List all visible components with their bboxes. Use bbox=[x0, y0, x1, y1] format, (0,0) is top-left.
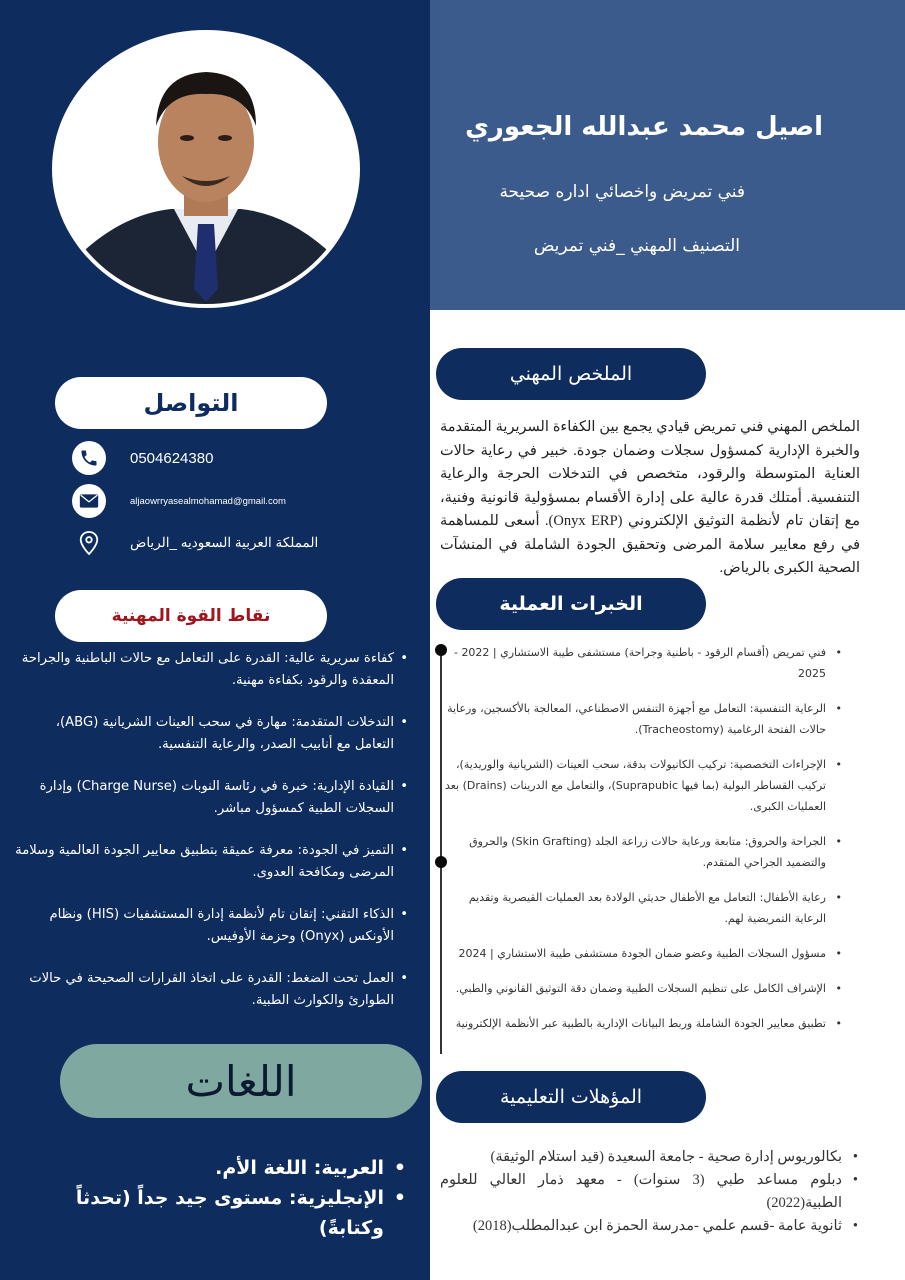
languages-title: اللغات bbox=[185, 1056, 297, 1106]
location-pin-icon bbox=[72, 526, 106, 560]
list-item: • الذكاء التقني: إتقان تام لأنظمة إدارة المستشفيات (HIS) ونظام الأونكس (Onyx) وحزمة الأوفيس. bbox=[14, 904, 408, 948]
strengths-list bbox=[14, 648, 408, 1032]
experience-title: الخبرات العملية bbox=[499, 593, 643, 615]
list-item: • الرعاية التنفسية: التعامل مع أجهزة التنفس الاصطناعي، المعالجة بالأكسجين، ورعاية حالات الفتحة الرغامية (Tracheostomy). bbox=[442, 698, 844, 740]
education-title: المؤهلات التعليمية bbox=[499, 1086, 643, 1108]
contact-location-row bbox=[72, 526, 318, 560]
candidate-name: اصيل محمد عبدالله الجعوري bbox=[465, 112, 823, 142]
education-title-pill bbox=[436, 1071, 706, 1123]
list-item: • التميز في الجودة: معرفة عميقة بتطبيق معايير الجودة العالمية وسلامة المرضى ومكافحة العدوى. bbox=[14, 840, 408, 884]
location-text: المملكة العربية السعوديه _الرياض bbox=[130, 535, 319, 550]
list-item: • الإشراف الكامل على تنظيم السجلات الطبية وضمان دقة التوثيق القانوني والطبي. bbox=[442, 978, 844, 999]
languages-title-pill bbox=[60, 1044, 422, 1118]
profile-photo bbox=[52, 30, 360, 308]
header-band bbox=[430, 0, 905, 310]
list-item: • دبلوم مساعد طبي (3 سنوات) - معهد ذمار العالي للعلوم الطبية(2022) bbox=[440, 1169, 858, 1215]
phone-number[interactable]: 0504624380 bbox=[130, 449, 214, 467]
contact-title: التواصل bbox=[143, 389, 239, 417]
strengths-title: نقاط القوة المهنية bbox=[111, 606, 271, 626]
professional-classification: التصنيف المهني _فني تمريض bbox=[533, 236, 740, 256]
list-item: • التدخلات المتقدمة: مهارة في سحب العينات الشريانية (ABG)، التعامل مع أنابيب الصدر، والرعاية التنفسية. bbox=[14, 712, 408, 756]
summary-text: الملخص المهني فني تمريض قيادي يجمع بين الكفاءة السريرية المتقدمة والخبرة الإدارية كمسؤول سجلات وضمان جودة. خبير في رعاية حالات العناية المتوسطة والرقود، متخصص في التدخلات الحرجة والرعاية التنفسية. أمتلك قدرة عالية على إدارة الأقسام بمسؤولية قانونية وفنية، مع إتقان تام لأنظمة التوثيق الإلكتروني (Onyx ERP). أسعى للمساهمة في رفع معايير سلامة المرضى وتحقيق الجودة الشاملة في المنشآت الصحية الكبرى بالرياض. bbox=[440, 419, 860, 576]
email-icon bbox=[72, 484, 106, 518]
list-item: • فني تمريض (أقسام الرقود - باطنية وجراحة) مستشفى طيبة الاستشاري | 2022 - 2025 bbox=[442, 642, 844, 684]
experience-title-pill bbox=[436, 578, 706, 630]
list-item: • العمل تحت الضغط: القدرة على اتخاذ القرارات الصحيحة في حالات الطوارئ والكوارث الطبية. bbox=[14, 968, 408, 1012]
list-item: • الإنجليزية: مستوى جيد جداً (تحدثاً وكتابةً) bbox=[20, 1183, 406, 1243]
summary-title: الملخص المهني bbox=[509, 363, 633, 385]
list-item: • بكالوريوس إدارة صحية - جامعة السعيدة (قيد استلام الوثيقة) bbox=[440, 1146, 858, 1169]
languages-list bbox=[20, 1153, 406, 1243]
email-address[interactable]: aljaowrryasealmohamad@gmail.com bbox=[130, 495, 286, 507]
experience-list bbox=[442, 642, 844, 1048]
list-item: • القيادة الإدارية: خبرة في رئاسة النوبات (Charge Nurse) وإدارة السجلات الطبية كمسؤول مباشر. bbox=[14, 776, 408, 820]
list-item: • تطبيق معايير الجودة الشاملة وربط البيانات الإدارية بالطبية عبر الأنظمة الإلكترونية bbox=[442, 1013, 844, 1034]
person-portrait-icon bbox=[56, 34, 356, 304]
list-item: • مسؤول السجلات الطبية وعضو ضمان الجودة مستشفى طيبة الاستشاري | 2024 bbox=[442, 943, 844, 964]
contact-phone-row bbox=[72, 441, 213, 475]
contact-title-pill bbox=[55, 377, 327, 429]
summary-title-pill bbox=[436, 348, 706, 400]
education-list bbox=[440, 1146, 858, 1238]
list-item: • الجراحة والحروق: متابعة ورعاية حالات زراعة الجلد (Skin Grafting) والحروق والتضميد الجراحي المتقدم. bbox=[442, 831, 844, 873]
list-item: • العربية: اللغة الأم. bbox=[20, 1153, 406, 1183]
job-title: فني تمريض واخصائي اداره صحيحة bbox=[499, 182, 745, 202]
contact-email-row bbox=[72, 484, 286, 518]
list-item: • رعاية الأطفال: التعامل مع الأطفال حديثي الولادة بعد العمليات القيصرية وتقديم الرعاية التمريضية لهم. bbox=[442, 887, 844, 929]
list-item: • ثانوية عامة -قسم علمي -مدرسة الحمزة ابن عبدالمطلب(2018) bbox=[440, 1215, 858, 1238]
phone-icon bbox=[72, 441, 106, 475]
strengths-title-pill bbox=[55, 590, 327, 642]
list-item: • كفاءة سريرية عالية: القدرة على التعامل مع حالات الباطنية والجراحة المعقدة والرقود بكفاءة مهنية. bbox=[14, 648, 408, 692]
list-item: • الإجراءات التخصصية: تركيب الكانيولات بدقة، سحب العينات (الشريانية والوريدية)، تركيب القساطر البولية (بما فيها Suprapubic)، والتعامل مع الدرينات (Drains) بعد العمليات الكبرى. bbox=[442, 754, 844, 817]
